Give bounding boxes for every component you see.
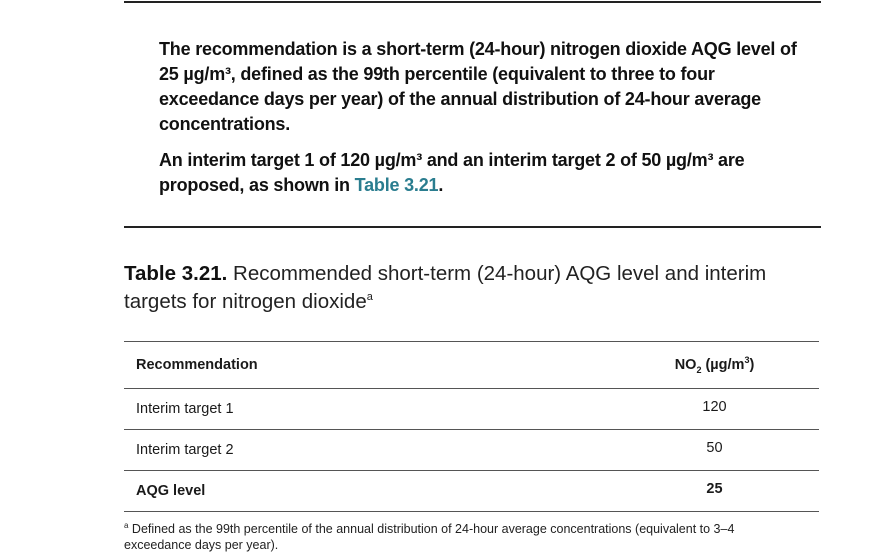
- header-no2-prefix: NO: [674, 357, 697, 373]
- header-unit-open: (µg/m: [701, 357, 745, 373]
- footnote-mark: a: [124, 520, 129, 530]
- footnote-text: Defined as the 99th percentile of the annual distribution of 24-hour average concentrations (equivalent to 3–4 exceedance days per year).: [124, 522, 735, 552]
- table-3-21-link[interactable]: Table 3.21: [354, 175, 439, 195]
- row-value: 120: [610, 387, 819, 428]
- footnote-marker: a: [366, 291, 373, 304]
- header-no2-unit: [610, 342, 819, 389]
- recommendation-paragraph: The recommendation is a short-term (24-hour) nitrogen dioxide AQG level of 25 µg/m³, defined as the 99th percentile (equivalent to three to four exceedance days per year) of the annual distribution of 24-hour average concentrations.: [159, 39, 797, 134]
- table-caption-label: Table 3.21.: [124, 262, 228, 285]
- interim-targets-paragraph: [159, 148, 799, 198]
- table-caption: [124, 260, 824, 316]
- box-bottom-rule: [124, 226, 821, 228]
- header-recommendation: Recommendation: [124, 342, 610, 389]
- header-no2-subscript: 2: [696, 364, 702, 375]
- table-row: [124, 471, 819, 512]
- row-label: AQG level: [124, 471, 610, 512]
- row-label: Interim target 2: [124, 430, 610, 471]
- aqg-table: [124, 341, 819, 512]
- table-row: [124, 430, 819, 471]
- row-label: Interim target 1: [124, 389, 610, 430]
- table-footnote: [124, 521, 784, 553]
- row-value: 50: [610, 428, 819, 469]
- recommendation-box: [159, 37, 799, 209]
- table-row: [124, 389, 819, 430]
- interim-targets-end: .: [438, 175, 444, 195]
- row-value: 25: [610, 469, 819, 510]
- interim-targets-text: An interim target 1 of 120 µg/m³ and an interim target 2 of 50 µg/m³ are proposed, as shown in: [159, 150, 745, 195]
- header-unit-superscript: 3: [744, 355, 750, 366]
- header-unit-close: ): [749, 357, 755, 373]
- top-rule: [124, 1, 821, 3]
- table-header-row: [124, 342, 819, 389]
- table-caption-text: Recommended short-term (24-hour) AQG level and interim targets for nitrogen dioxide: [124, 262, 767, 313]
